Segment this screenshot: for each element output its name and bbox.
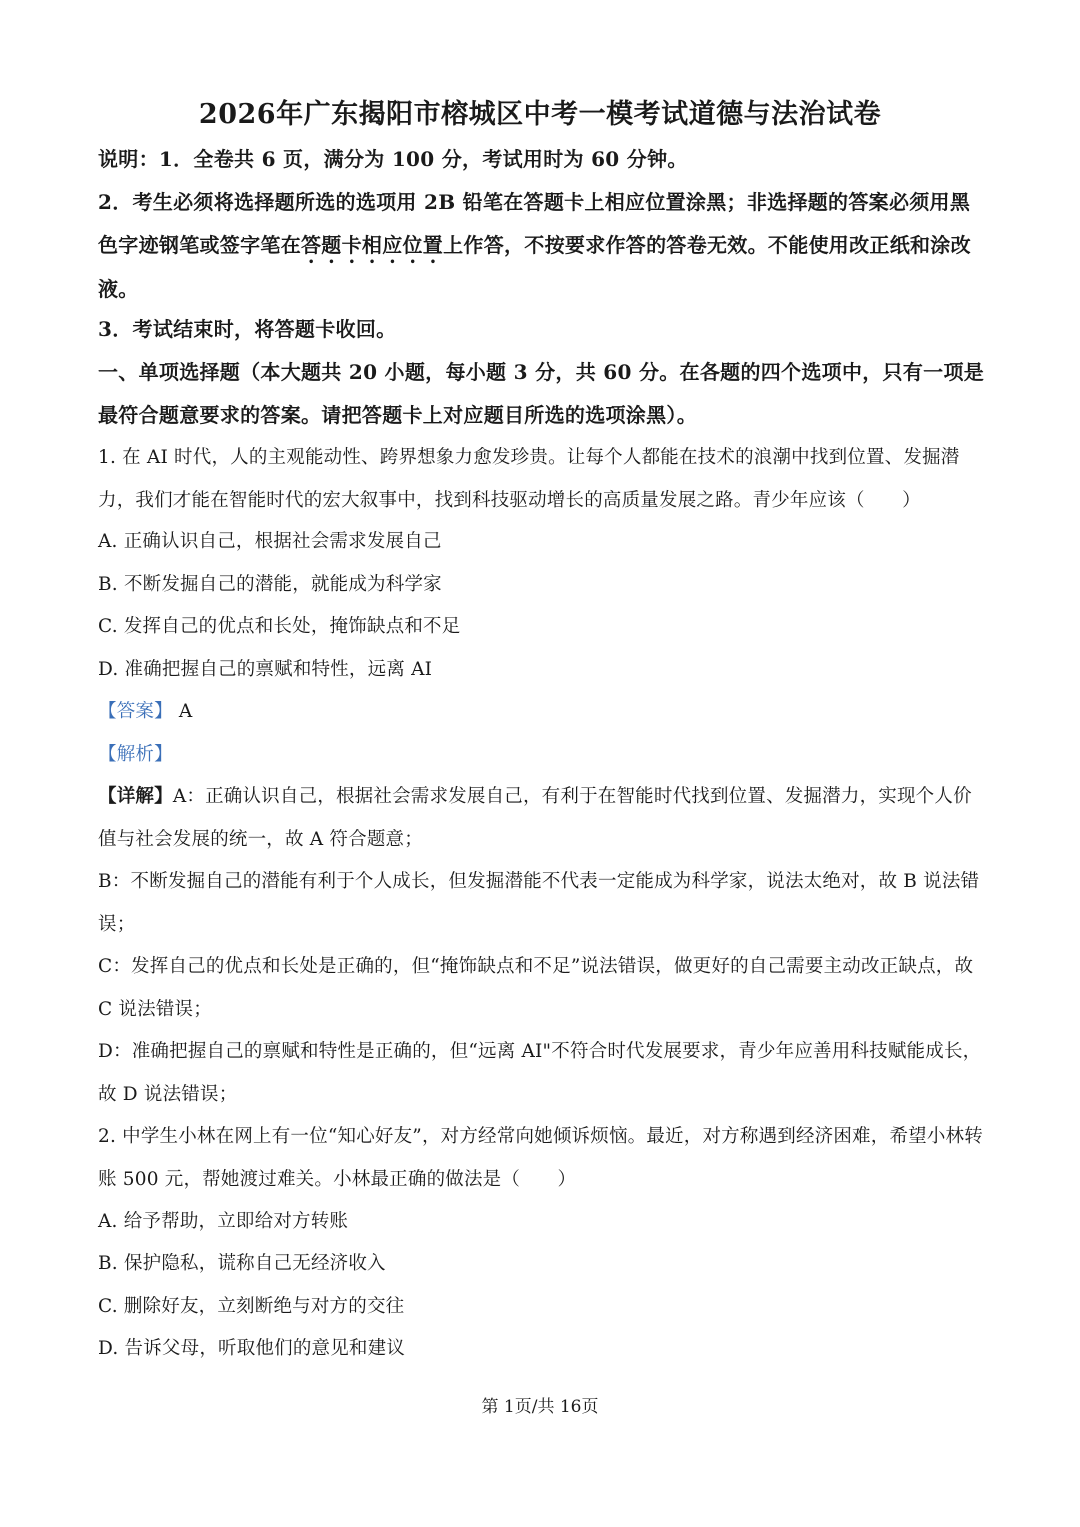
question-1-detail-d: D：准确把握自己的禀赋和特性是正确的，但“远离 AI"不符合时代发展要求，青少年应善用科技赋能成长，故 D 说法错误； (98, 1041, 982, 1105)
notice-line-2-part-c: 上作答，不按要求作答的答卷无效。不能使用改正纸和涂改液。 (98, 233, 971, 301)
question-1-detail-c: C：发挥自己的优点和长处是正确的，但“掩饰缺点和不足”说法错误，做更好的自己需要主动改正缺点，故 C 说法错误； (98, 956, 974, 1020)
detail-a-text: A：正确认识自己，根据社会需求发展自己，有利于在智能时代找到位置、发掘潜力，实现个人价值与社会发展的统一，故 A 符合题意； (98, 786, 972, 850)
notice-line-2-part-a: 2．考生必须将选择题所选的选项用 2B 铅笔在答题卡上相应位置涂黑；非选择题的答案必须用黑色字迹钢笔或签字笔在 (98, 190, 971, 257)
section-heading: 一、单项选择题（本大题共 20 小题，每小题 3 分，共 60 分。在各题的四个选项中，只有一项是最符合题意要求的答案。请把答题卡上对应题目所选的选项涂黑）。 (98, 360, 985, 427)
question-1-answer (98, 697, 988, 727)
notice-line-3: 3．考试结束时，将答题卡收回。 (98, 317, 397, 341)
question-1-option-a: A. 正确认识自己，根据社会需求发展自己 (98, 531, 442, 552)
question-1-option-c: C. 发挥自己的优点和长处，掩饰缺点和不足 (98, 616, 461, 637)
detail-tag: 【详解】 (98, 786, 173, 807)
page-footer: 第 1页/共 16页 (481, 1397, 599, 1417)
notice-line-2-emphasis: 答题卡相应位置 (301, 233, 444, 257)
question-1-detail-a (98, 776, 988, 861)
question-2-option-d: D. 告诉父母，听取他们的意见和建议 (98, 1338, 406, 1359)
notice-line-1: 说明：1．全卷共 6 页，满分为 100 分，考试用时为 60 分钟。 (98, 147, 688, 171)
question-1-detail-b: B：不断发掘自己的潜能有利于个人成长，但发掘潜能不代表一定能成为科学家，说法太绝对，故 B 说法错误； (98, 871, 980, 935)
question-2-option-c: C. 删除好友，立刻断绝与对方的交往 (98, 1296, 405, 1317)
notice-line-2 (98, 181, 988, 311)
page-title: 2026年广东揭阳市榕城区中考一模考试道德与法治试卷 (198, 99, 882, 130)
question-1-analysis-label (98, 740, 988, 770)
answer-value: A (178, 701, 193, 722)
analysis-tag: 【解析】 (98, 744, 173, 765)
question-2-stem: 2. 中学生小林在网上有一位“知心好友”，对方经常向她倾诉烦恼。最近，对方称遇到经济困难，希望小林转账 500 元，帮她渡过难关。小林最正确的做法是（ ） (98, 1126, 983, 1190)
question-2-option-b: B. 保护隐私，谎称自己无经济收入 (98, 1253, 386, 1274)
question-1-option-d: D. 准确把握自己的禀赋和特性，远离 AI (98, 659, 433, 680)
question-1-option-b: B. 不断发掘自己的潜能，就能成为科学家 (98, 574, 442, 595)
answer-tag: 【答案】 (98, 701, 173, 722)
question-1-stem: 1. 在 AI 时代，人的主观能动性、跨界想象力愈发珍贵。让每个人都能在技术的浪潮中找到位置、发掘潜力，我们才能在智能时代的宏大叙事中，找到科技驱动增长的高质量发展之路。青少年应该（ ） (98, 447, 960, 511)
question-2-option-a: A. 给予帮助，立即给对方转账 (98, 1211, 349, 1232)
